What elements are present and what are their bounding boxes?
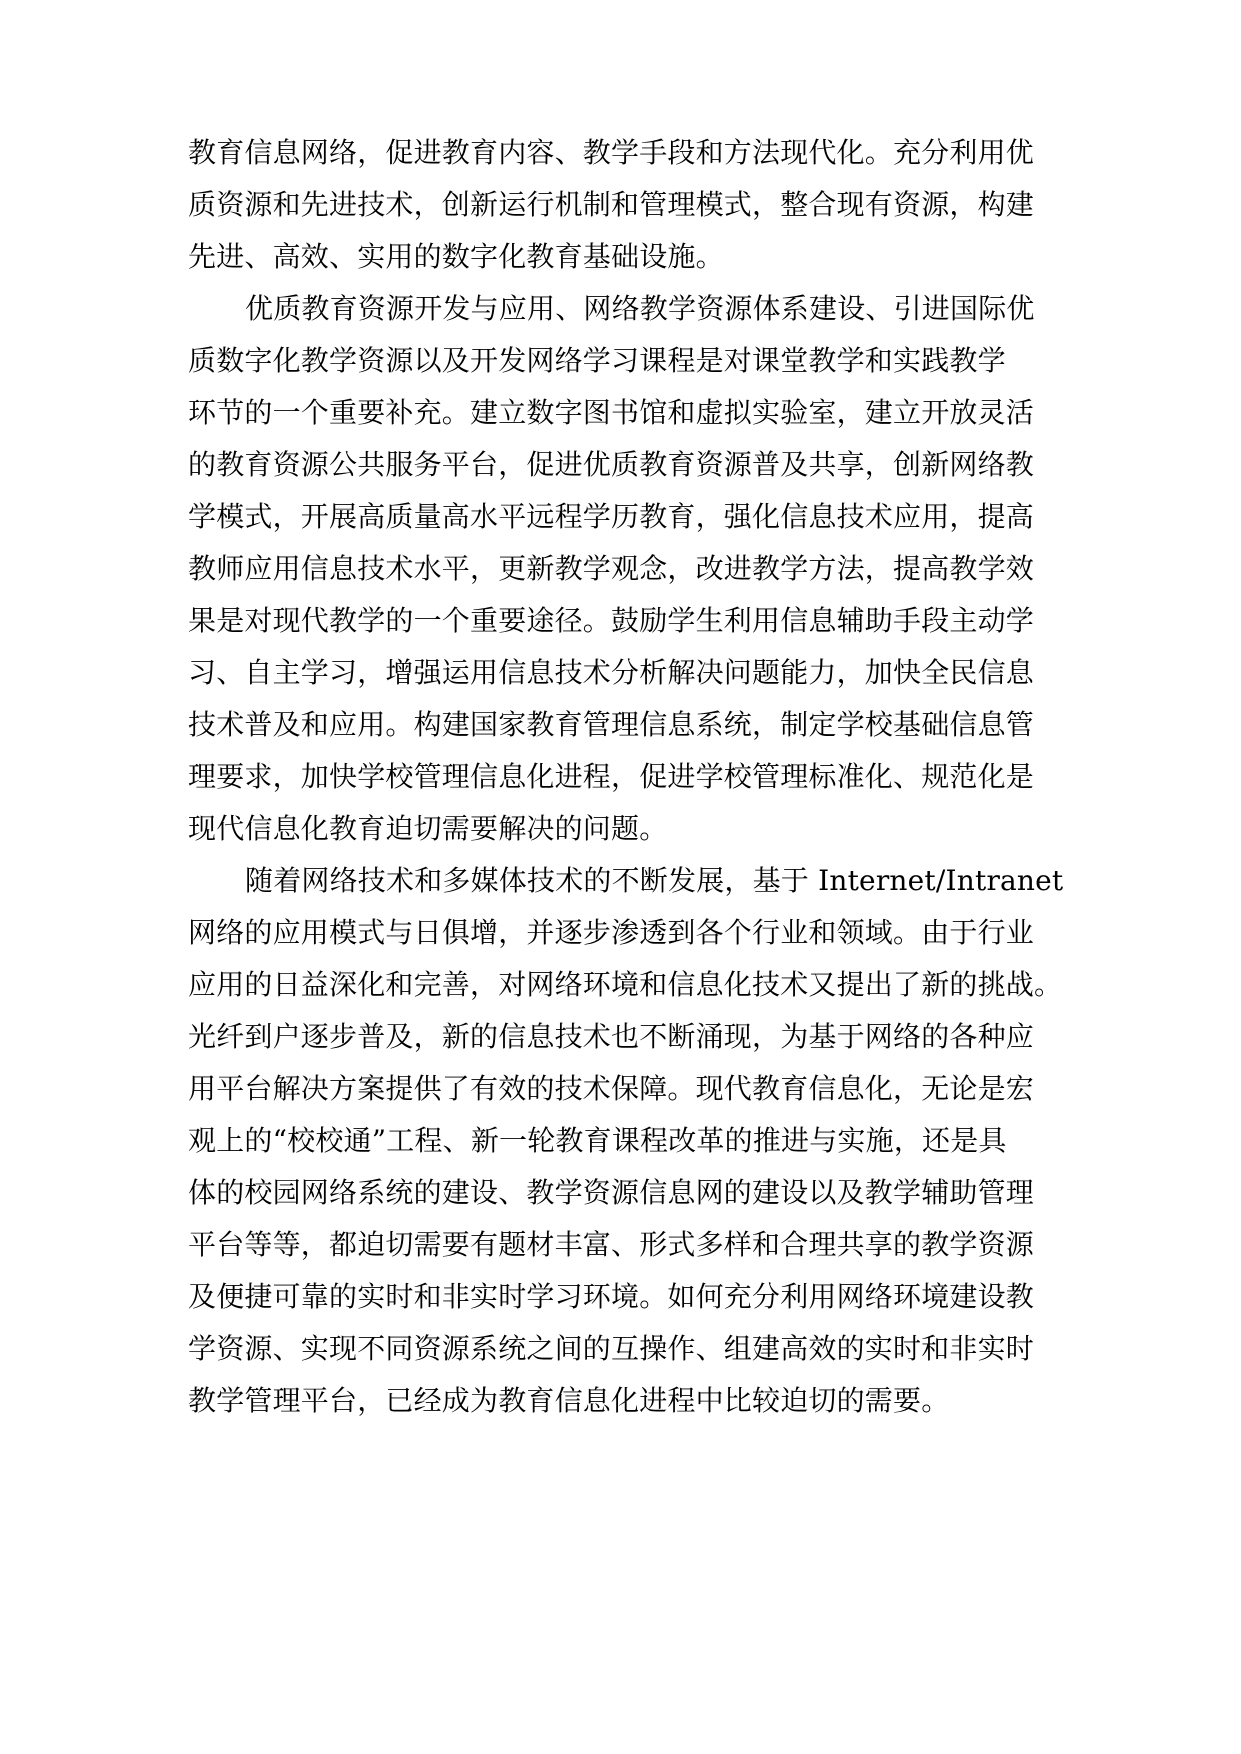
text-line: 用平台解决方案提供了有效的技术保障。现代教育信息化，无论是宏 [188, 1072, 1035, 1105]
text-line: 现代信息化教育迫切需要解决的问题。 [188, 812, 668, 845]
text-line: 技术普及和应用。构建国家教育管理信息系统，制定学校基础信息管 [188, 708, 1035, 741]
text-line: 教育信息网络，促进教育内容、教学手段和方法现代化。充分利用优 [188, 136, 1035, 169]
text-line: 学资源、实现不同资源系统之间的互操作、组建高效的实时和非实时 [188, 1332, 1035, 1365]
text-line: 教师应用信息技术水平，更新教学观念，改进教学方法，提高教学效 [188, 552, 1035, 585]
text-line: 的教育资源公共服务平台，促进优质教育资源普及共享，创新网络教 [188, 448, 1035, 481]
text-line: 及便捷可靠的实时和非实时学习环境。如何充分利用网络环境建设教 [188, 1280, 1035, 1313]
text-line: 习、自主学习，增强运用信息技术分析解决问题能力，加快全民信息 [188, 656, 1035, 689]
text-line: 观上的“校校通”工程、新一轮教育课程改革的推进与实施，还是具 [188, 1124, 1007, 1157]
text-line: 质资源和先进技术，创新运行机制和管理模式，整合现有资源，构建 [188, 188, 1035, 221]
text-line: 应用的日益深化和完善，对网络环境和信息化技术又提出了新的挑战。 [188, 968, 1063, 1001]
paragraph-start-line: 优质教育资源开发与应用、网络教学资源体系建设、引进国际优 [245, 292, 1035, 325]
text-line: 体的校园网络系统的建设、教学资源信息网的建设以及教学辅助管理 [188, 1176, 1035, 1209]
text-line: 学模式，开展高质量高水平远程学历教育，强化信息技术应用，提高 [188, 500, 1035, 533]
text-line: 果是对现代教学的一个重要途径。鼓励学生利用信息辅助手段主动学 [188, 604, 1035, 637]
paragraph-start-line: 随着网络技术和多媒体技术的不断发展，基于 Internet/Intranet [245, 864, 1064, 897]
text-line: 网络的应用模式与日俱增，并逐步渗透到各个行业和领域。由于行业 [188, 916, 1035, 949]
text-line: 平台等等，都迫切需要有题材丰富、形式多样和合理共享的教学资源 [188, 1228, 1035, 1261]
text-line: 光纤到户逐步普及，新的信息技术也不断涌现，为基于网络的各种应 [188, 1020, 1035, 1053]
text-line: 理要求，加快学校管理信息化进程，促进学校管理标准化、规范化是 [188, 760, 1035, 793]
text-line: 教学管理平台，已经成为教育信息化进程中比较迫切的需要。 [188, 1384, 950, 1417]
text-line: 环节的一个重要补充。建立数字图书馆和虚拟实验室，建立开放灵活 [188, 396, 1035, 429]
text-line: 先进、高效、实用的数字化教育基础设施。 [188, 240, 724, 273]
text-line: 质数字化教学资源以及开发网络学习课程是对课堂教学和实践教学 [188, 344, 1006, 377]
